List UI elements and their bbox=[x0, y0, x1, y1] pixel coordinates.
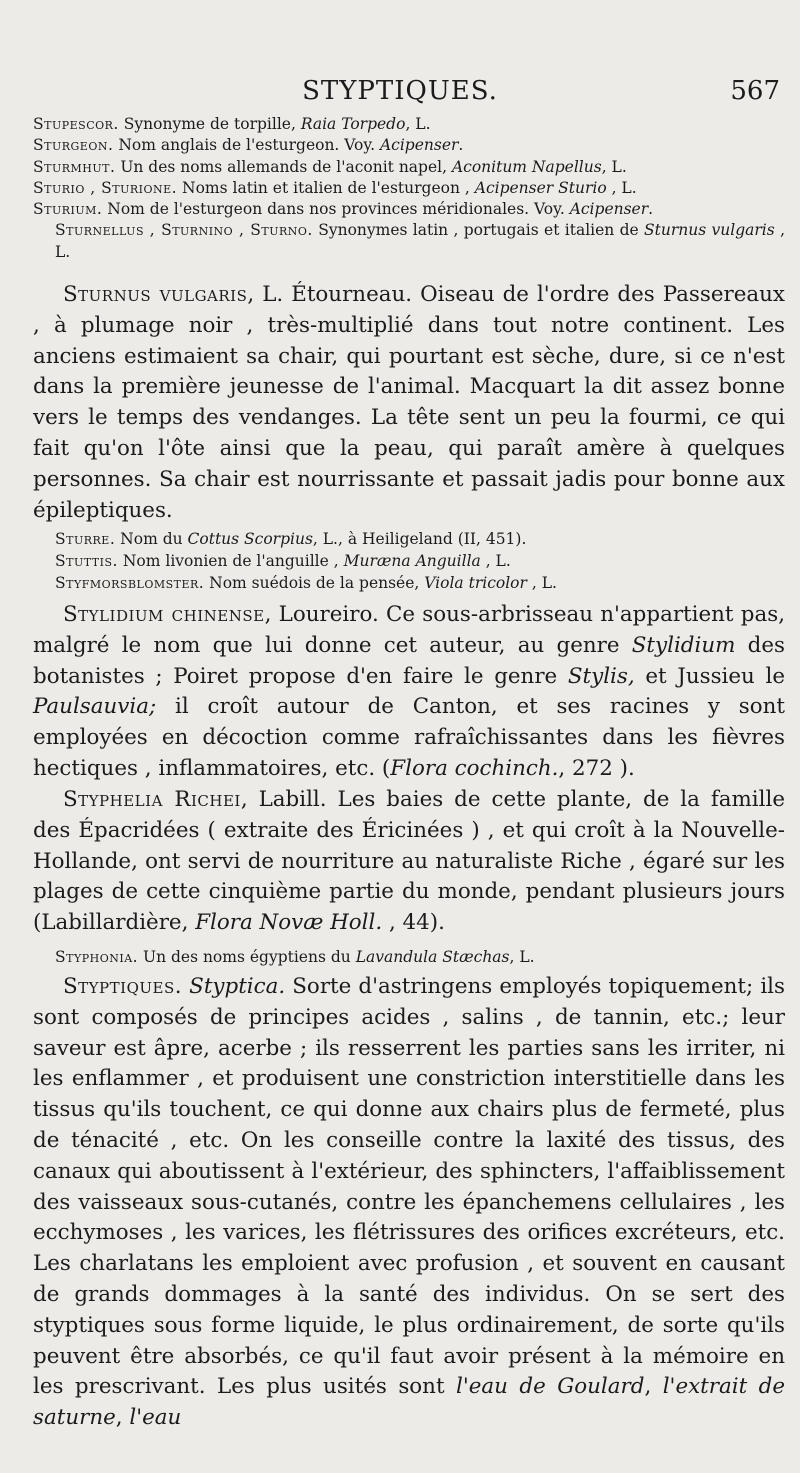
entry-sturmhut: Sturmhut. Un des noms allemands de l'aconit napel, Aconitum Napellus, L. bbox=[33, 157, 627, 176]
entry-sturnellus: Sturnellus , Sturnino , Sturno. Synonymes latin , portugais et italien de Sturnus vulgaris , L. bbox=[55, 221, 785, 261]
running-title: STYPTIQUES. bbox=[302, 76, 498, 106]
entry-styptiques: Styptiques. Styptica. Sorte d'astringens employés topiquement; ils sont composés de principes acides , salins , de tannin, etc.; leur saveur est âpre, acerbe ; ils resserrent les parties sans les irriter, ni les enflammer , et produisent une constriction interstitielle dans les tissus qu'ils touchent, ce qui donne aux chairs plus de fermeté, plus de ténacité , etc. On les conseille contre la laxité des tissus, des canaux qui aboutissent à l'extérieur, des sphincters, l'affaiblissement des vaisseaux sous-cutanés, contre les épanchemens cellulaires , les ecchymoses , les varices, les flétrissures des orifices excréteurs, etc. Les charlatans les emploient avec profusion , et souvent en causant de grands dommages à la santé des individus. On se sert des styptiques sous forme liquide, le plus ordinairement, de sorte qu'ils peuvent être absorbés, ce qu'il faut avoir présent à la mémoire en les prescrivant. Les plus usités sont l'eau de Goulard, l'extrait de saturne, l'eau bbox=[33, 974, 785, 1431]
entry-sturgeon: Sturgeon. Nom anglais de l'esturgeon. Voy. Acipenser. bbox=[33, 136, 464, 155]
page-header bbox=[0, 74, 800, 114]
page-number: 567 bbox=[730, 76, 780, 106]
entry-sturre: Sturre. Nom du Cottus Scorpius, L., à Heiligeland (II, 451). bbox=[55, 530, 527, 548]
short-entries bbox=[33, 114, 785, 263]
entry-styphonia: Styphonia. Un des noms égyptiens du Lavandula Stæchas, L. bbox=[55, 948, 535, 966]
entry-styfmorsblomster: Styfmorsblomster. Nom suédois de la pensée, Viola tricolor , L. bbox=[55, 574, 557, 592]
entry-stylidium: Stylidium chinense, Loureiro. Ce sous-arbrisseau n'appartient pas, malgré le nom que lui donne cet auteur, au genre Stylidium des botanistes ; Poiret propose d'en faire le genre Stylis, et Jussieu le Paulsauvia; il croît autour de Canton, et ses racines y sont employées en décoction comme rafraîchissantes dans les fièvres hectiques , inflammatoires, etc. (Flora cochinch., 272 ). bbox=[33, 602, 785, 781]
entry-sturio: Sturio , Sturione. Noms latin et italien de l'esturgeon , Acipenser Sturio , L. bbox=[33, 178, 637, 197]
entry-stupescor: Stupescor. Synonyme de torpille, Raia Torpedo, L. bbox=[33, 115, 431, 133]
entry-styphelia: Styphelia Richei, Labill. Les baies de cette plante, de la famille des Épacridées ( extraite des Éricinées ) , et qui croît à la Nouvelle-Hollande, ont servi de nourriture au naturaliste Riche , égaré sur les plages de cette cinquième partie du monde, pendant plusieurs jours (Labillardière, Flora Novæ Holl. , 44). bbox=[33, 787, 785, 936]
entry-sturium: Sturium. Nom de l'esturgeon dans nos provinces méridionales. Voy. Acipenser. bbox=[33, 200, 654, 219]
entry-stuttis: Stuttis. Nom livonien de l'anguille , Muræna Anguilla , L. bbox=[55, 552, 511, 570]
entry-sturnus: Sturnus vulgaris, L. Étourneau. Oiseau de l'ordre des Passereaux , à plumage noir , très-multiplié dans tout notre continent. Les anciens estimaient sa chair, qui pourtant est sèche, dure, si ce n'est dans la première jeunesse de l'animal. Macquart la dit assez bonne vers le temps des vendanges. La tête sent un peu la fourmi, ce qui fait qu'on l'ôte ainsi que la peau, qui paraît amère à quelques personnes. Sa chair est nourrissante et passait jadis pour bonne aux épileptiques. bbox=[33, 282, 785, 523]
short-entries-2 bbox=[33, 528, 785, 594]
